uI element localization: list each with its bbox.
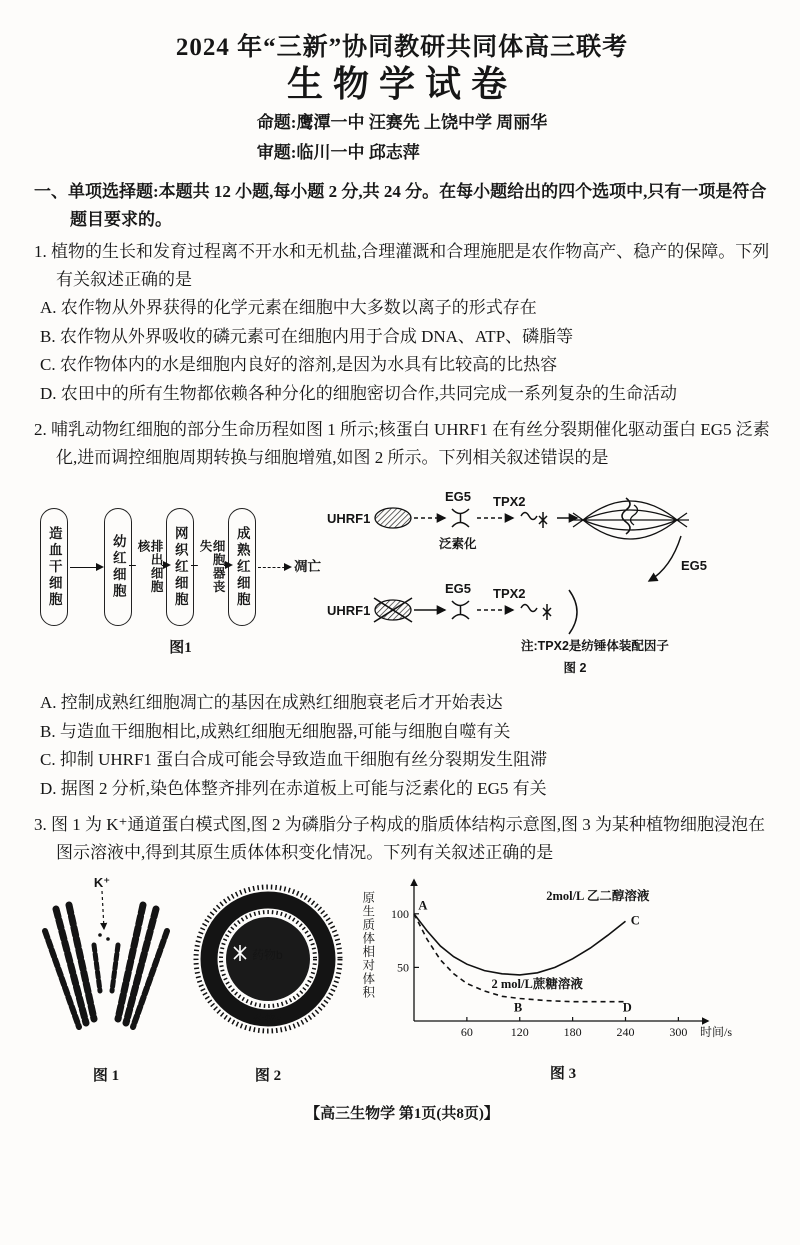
svg-text:50: 50 — [397, 960, 409, 975]
flow-arrow-expel-nucleus — [134, 508, 164, 626]
scattered-chromosomes — [521, 590, 577, 634]
svg-text:240: 240 — [616, 1025, 635, 1039]
flow-box-reticulocyte: 网织红细胞 — [166, 508, 194, 626]
exam-title: 2024 年“三新”协同教研共同体高三联考 — [175, 34, 629, 61]
flow-box-hematopoietic-stem-cell: 造血干细胞 — [40, 508, 68, 626]
eg5-motor-icon — [452, 509, 469, 527]
option-c: C. 抑制 UHRF1 蛋白合成可能会导致造血干细胞有丝分裂期发生阻滞 — [40, 750, 548, 769]
k-channel-diagram — [36, 873, 176, 1045]
liposome-figure — [182, 873, 354, 1090]
protoplast-volume-chart — [360, 873, 752, 1088]
setter-line-1: 命题:鹰潭一中 汪赛先 上饶中学 周丽华 — [256, 113, 548, 132]
drug-b-label: 药物b — [252, 948, 283, 962]
section-heading: 一、单项选择题:本题共 12 小题,每小题 2 分,共 24 分。在每小题给出的四个选项中,只有一项是符合题目要求的。 — [34, 182, 767, 229]
exam-subtitle: 生物学试卷 — [286, 64, 517, 104]
eg5-label: EG5 — [445, 489, 472, 504]
option-a: A. 农作物从外界获得的化学元素在细胞中大多数以离子的形式存在 — [40, 298, 537, 317]
option-c: C. 农作物体内的水是细胞内良好的溶剂,是因为水具有比较高的比热容 — [40, 355, 558, 374]
question-1 — [34, 238, 770, 408]
question-2 — [34, 416, 770, 803]
chart-y-axis-label: 原生质体相对体积 — [360, 891, 375, 999]
svg-text:B: B — [513, 1000, 523, 1015]
tpx2-label: TPX2 — [493, 494, 526, 509]
figure-caption: 图 2 — [254, 1068, 282, 1084]
uhrf1-eg5-figure — [325, 478, 727, 687]
svg-text:300: 300 — [669, 1025, 688, 1039]
option-d: D. 据图 2 分析,染色体整齐排列在赤道板上可能与泛素化的 EG5 有关 — [40, 778, 547, 798]
figure-caption: 图 2 — [563, 661, 587, 675]
red-cell-flow-figure — [40, 508, 321, 662]
uhrf1-diagram — [325, 478, 727, 678]
svg-text:100: 100 — [391, 906, 409, 921]
eg5-down-arrow — [649, 536, 681, 581]
eg5-side-label: EG5 — [681, 558, 708, 573]
helix-bundle — [45, 905, 167, 1027]
flow-arrow — [70, 567, 102, 568]
flow-box-erythroblast: 幼红细胞 — [104, 508, 132, 626]
question-3 — [34, 811, 770, 1090]
option-b: B. 农作物从外界吸收的磷元素可在细胞内用于合成 DNA、ATP、磷脂等 — [40, 326, 574, 346]
question-number: 3. — [34, 815, 47, 834]
svg-text:2mol/L 乙二醇溶液: 2mol/L 乙二醇溶液 — [546, 888, 650, 903]
svg-text:时间/s: 时间/s — [700, 1025, 733, 1039]
question-stem: 1. 植物的生长和发育过程离不开水和无机盐,合理灌溉和合理施肥是农作物高产、稳产的保障。下列有关叙述正确的是 — [34, 242, 770, 289]
question-stem: 3. 图 1 为 K⁺通道蛋白模式图,图 2 为磷脂分子构成的脂质体结构示意图,图 3 为某种植物细胞浸泡在图示溶液中,得到其原生质体体积变化情况。下列有关叙述正确的是 — [34, 815, 765, 862]
spindle-icon — [571, 498, 689, 539]
flow-diagram — [40, 508, 321, 626]
setter-line-2: 审题:临川一中 邱志萍 — [256, 143, 420, 162]
option-a: A. 控制成熟红细胞凋亡的基因在成熟红细胞衰老后才开始表达 — [40, 693, 503, 712]
eg5-motor-icon — [452, 601, 469, 619]
question-2-figures — [34, 478, 770, 687]
k-channel-figure — [36, 873, 176, 1090]
tpx2-label: TPX2 — [493, 586, 526, 601]
svg-text:C: C — [630, 913, 640, 928]
question-options — [40, 294, 770, 408]
exam-setters — [34, 108, 770, 168]
uhrf1-label: UHRF1 — [327, 603, 371, 618]
potassium-ion-label: K⁺ — [93, 875, 111, 890]
figure-note: 注:TPX2是纺锤体装配因子 — [521, 639, 669, 653]
chromosome-squiggles — [521, 512, 547, 528]
line-chart — [374, 873, 752, 1043]
flow-box-mature-red-cell: 成熟红细胞 — [228, 508, 256, 626]
drug-a-label: 药物a — [252, 1012, 284, 1026]
flow-arrow-label: 排出细胞核 — [136, 538, 162, 597]
flow-arrow-organelle-loss — [196, 508, 226, 626]
svg-text:60: 60 — [460, 1025, 473, 1039]
eg5-label: EG5 — [445, 581, 472, 596]
figure-caption: 图 1 — [92, 1068, 120, 1084]
ubiquitination-label: 泛素化 — [439, 537, 477, 551]
question-stem: 2. 哺乳动物红细胞的部分生命历程如图 1 所示;核蛋白 UHRF1 在有丝分裂期催化驱动蛋白 EG5 泛素化,进而调控细胞周期转换与细胞增殖,如图 2 所示。下列相关叙述错误的是 — [34, 420, 770, 467]
option-b: B. 与造血干细胞相比,成熟红细胞无细胞器,可能与细胞自噬有关 — [40, 721, 511, 741]
apoptosis-label: 凋亡 — [294, 559, 321, 574]
flow-arrow-label: 细胞器丧失 — [198, 538, 224, 597]
question-3-figures — [36, 873, 770, 1090]
figure-caption: 图1 — [169, 640, 192, 656]
question-number: 2. — [34, 420, 47, 439]
svg-text:120: 120 — [510, 1025, 529, 1039]
svg-text:2 mol/L蔗糖溶液: 2 mol/L蔗糖溶液 — [491, 976, 583, 991]
question-options — [40, 689, 770, 803]
question-number: 1. — [34, 242, 47, 261]
figure-caption: 图 3 — [549, 1066, 577, 1082]
page-footer: 【高三生物学 第1页(共8页)】 — [305, 1106, 499, 1122]
svg-text:180: 180 — [563, 1025, 582, 1039]
svg-text:D: D — [622, 1000, 632, 1015]
uhrf1-protein-icon — [375, 508, 411, 528]
option-d: D. 农田中的所有生物都依赖各种分化的细胞密切合作,共同完成一系列复杂的生命活动 — [40, 383, 678, 403]
uhrf1-label: UHRF1 — [327, 511, 371, 526]
flow-arrow-dashed — [258, 567, 290, 568]
svg-text:A: A — [418, 898, 428, 913]
liposome-diagram — [182, 873, 354, 1045]
